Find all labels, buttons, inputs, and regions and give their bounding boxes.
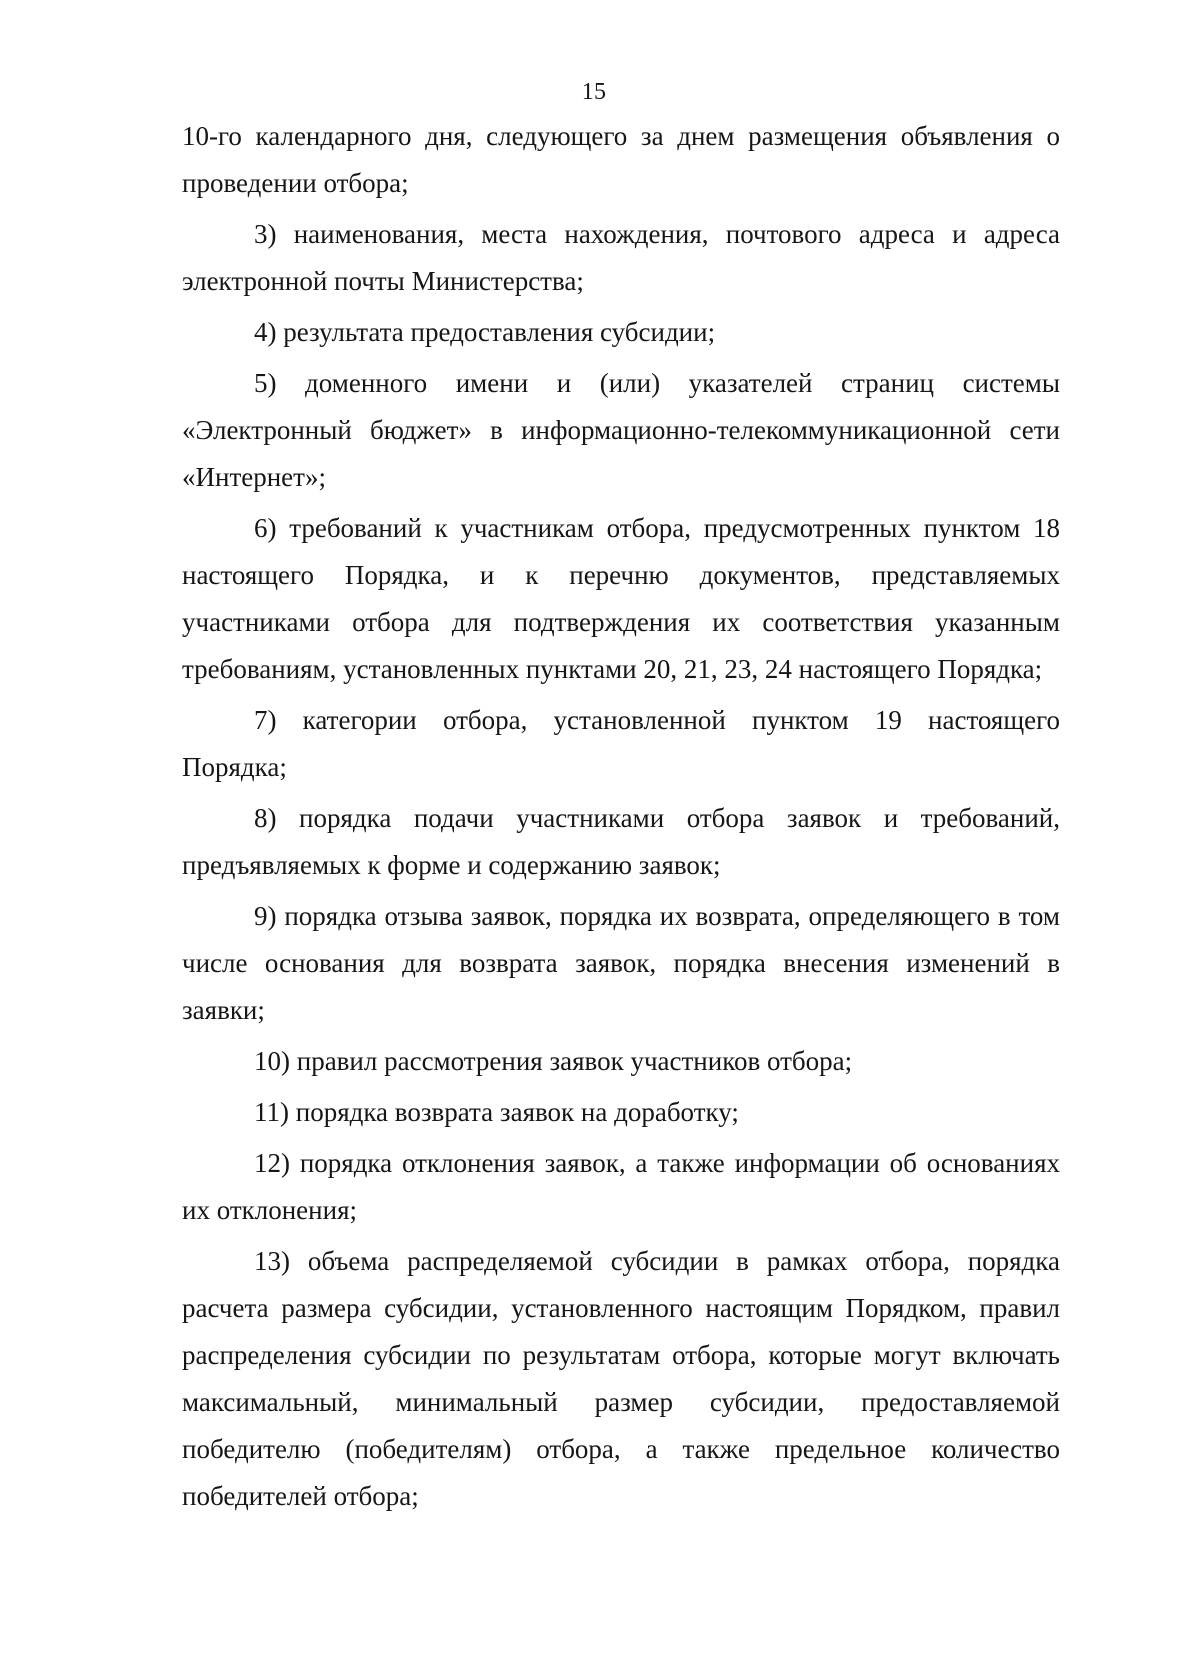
list-item-4: 4) результата предоставления субсидии; bbox=[254, 317, 716, 347]
list-item-5: 5) доменного имени и (или) указателей страниц системы «Электронный бюджет» в информационно-телекоммуникационной сети «Интернет»; bbox=[182, 368, 1060, 492]
list-item-11: 11) порядка возврата заявок на доработку; bbox=[254, 1097, 739, 1127]
page-number: 15 bbox=[581, 79, 607, 105]
document-body bbox=[182, 113, 1060, 1524]
list-item-12: 12) порядка отклонения заявок, а также информации об основаниях их отклонения; bbox=[182, 1148, 1060, 1225]
list-item-3: 3) наименования, места нахождения, почтового адреса и адреса электронной почты Министерства; bbox=[182, 219, 1060, 296]
list-item-10: 10) правил рассмотрения заявок участников отбора; bbox=[254, 1046, 853, 1076]
list-item-9: 9) порядка отзыва заявок, порядка их возврата, определяющего в том числе основания для возврата заявок, порядка внесения изменений в заявки; bbox=[182, 901, 1060, 1025]
list-item-8: 8) порядка подачи участниками отбора заявок и требований, предъявляемых к форме и содержанию заявок; bbox=[182, 803, 1060, 880]
list-item-6: 6) требований к участникам отбора, предусмотренных пунктом 18 настоящего Порядка, и к перечню документов, представляемых участниками отбора для подтверждения их соответствия указанным требованиям, установленных пунктами 20, 21, 23, 24 настоящего Порядка; bbox=[182, 513, 1060, 684]
list-item-13: 13) объема распределяемой субсидии в рамках отбора, порядка расчета размера субсидии, установленного настоящим Порядком, правил распределения субсидии по результатам отбора, которые могут включать максимальный, минимальный размер субсидии, предоставляемой победителю (победителям) отбора, а также предельное количество победителей отбора; bbox=[182, 1246, 1060, 1511]
list-item-7: 7) категории отбора, установленной пунктом 19 настоящего Порядка; bbox=[182, 705, 1060, 782]
paragraph-continuation: 10-го календарного дня, следующего за днем размещения объявления о проведении отбора; bbox=[182, 121, 1060, 198]
